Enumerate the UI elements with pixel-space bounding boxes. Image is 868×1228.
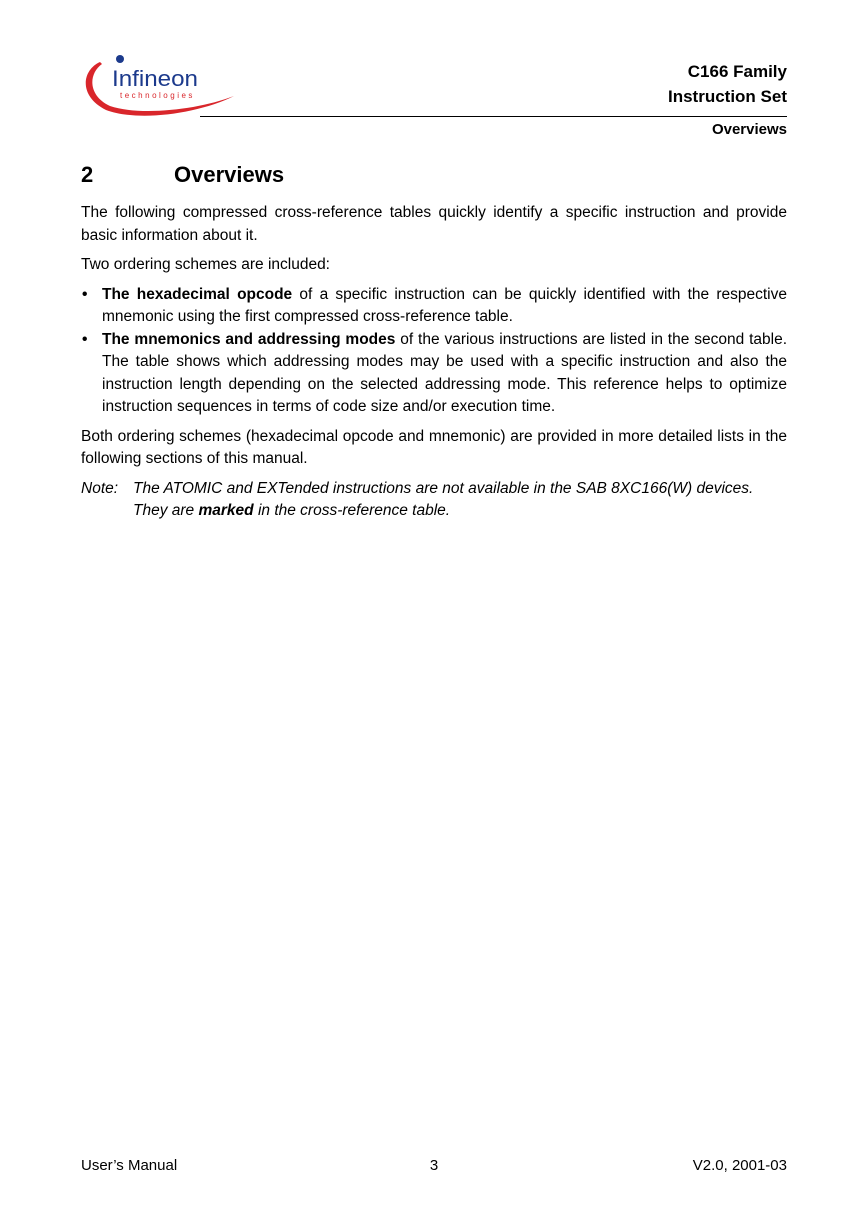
section-number: 2 — [81, 162, 94, 187]
note-block — [81, 478, 787, 523]
document-title-line1: C166 Family — [687, 62, 787, 81]
logo-brand: Infineon — [112, 66, 198, 91]
header-divider — [200, 116, 787, 117]
list-item-text: of the various instructions are listed in the second table. The table shows which addressing modes may be used with a specific instruction and also the instruction length depending on the selected addressing mode. This reference helps to optimize instruction sequences in terms of code size and/or execution time. — [102, 330, 787, 415]
note-line2 — [133, 500, 787, 523]
note-body — [133, 478, 787, 523]
list-item-bold: The hexadecimal opcode — [102, 285, 293, 303]
bullet-list — [81, 284, 787, 419]
list-item-text: of a specific instruction can be quickly identified with the respective mnemonic using the first compressed cross-reference table. — [102, 285, 787, 325]
list-item — [81, 329, 787, 419]
page-content — [81, 202, 787, 523]
footer-version: V2.0, 2001-03 — [692, 1157, 787, 1174]
closing-paragraph: Both ordering schemes (hexadecimal opcode and mnemonic) are provided in more detailed lists in the following sections of this manual. — [81, 427, 787, 467]
schemes-intro: Two ordering schemes are included: — [81, 256, 330, 273]
document-title-line2: Instruction Set — [667, 87, 787, 106]
list-item-bold: The mnemonics and addressing modes — [102, 330, 396, 348]
section-heading — [81, 160, 284, 190]
section-title: Overviews — [174, 162, 285, 187]
running-section-title: Overviews — [711, 121, 787, 138]
note-line2-pre: They are — [133, 502, 199, 519]
intro-paragraph: The following compressed cross-reference tables quickly identify a specific instruction and provide basic information about it. — [81, 204, 787, 244]
list-item — [81, 284, 787, 329]
page-number: 3 — [429, 1157, 439, 1174]
note-label: Note: — [81, 479, 119, 497]
footer-manual-label: User’s Manual — [81, 1157, 178, 1174]
note-line2-bold: marked — [198, 502, 254, 519]
infineon-logo-icon — [78, 48, 238, 120]
note-line2-post: in the cross-reference table. — [253, 502, 451, 519]
note-line1: The ATOMIC and EXTended instructions are not available in the SAB 8XC166(W) devices. — [133, 479, 754, 497]
logo-tagline: technologies — [120, 91, 195, 100]
document-title — [668, 59, 787, 109]
